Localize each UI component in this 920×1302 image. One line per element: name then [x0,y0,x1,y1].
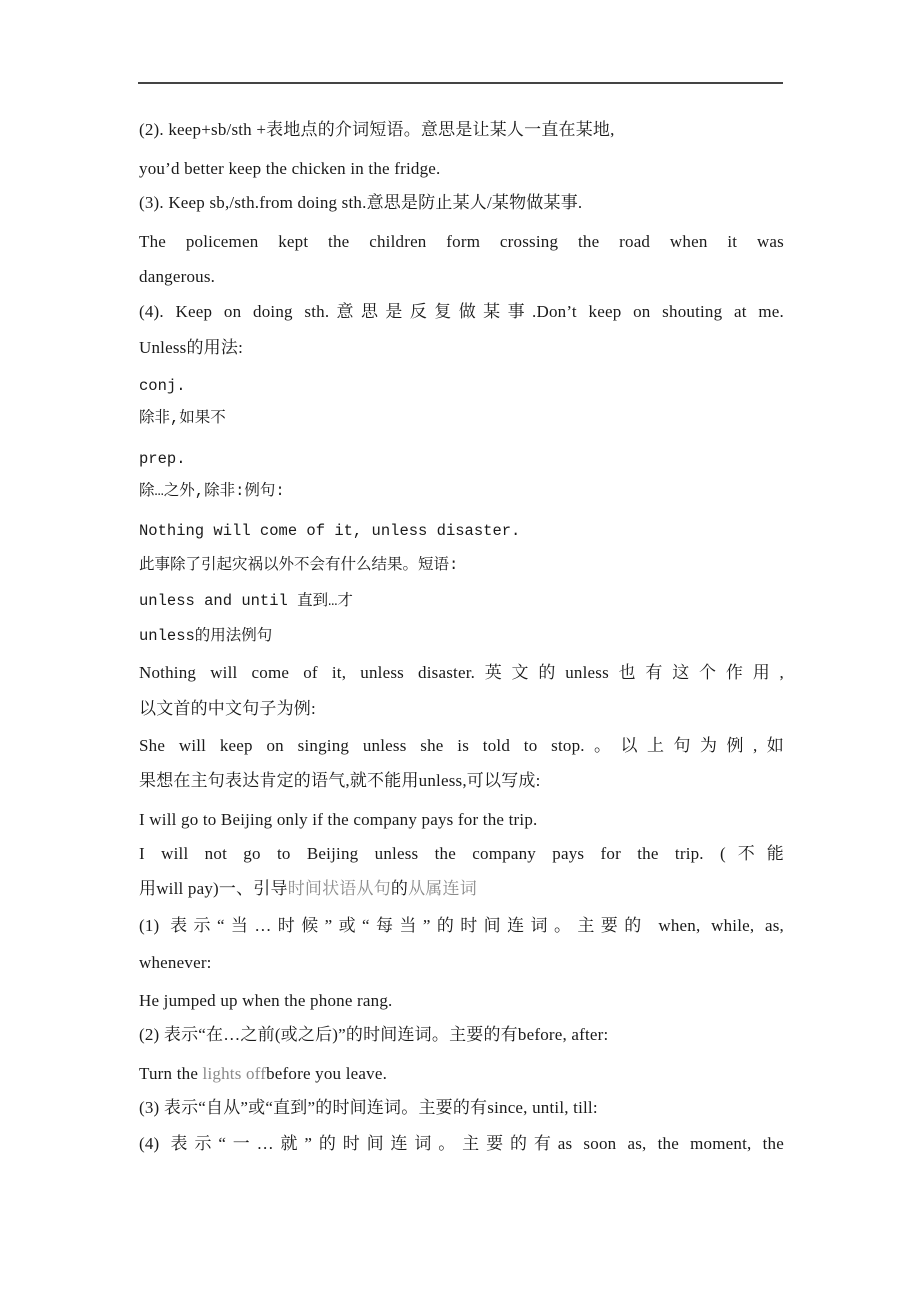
link-adverbial-clause[interactable]: 时间状语从句 [287,879,391,898]
text-segment: 用will pay)一、引导 [139,879,288,898]
text-line: whenever: [139,953,212,972]
header-rule [138,82,783,84]
text-segment: 的 [390,879,409,898]
text-line: 以文首的中文句子为例: [139,699,316,718]
text-line: (1) 表示“当…时候”或“每当”的时间连词。主要的 when, while, as, [139,916,784,935]
text-line: Unless的用法: [139,338,243,357]
text-segment: before you leave. [266,1064,388,1083]
link-lights-off[interactable]: lights off [202,1064,267,1083]
text-line: 此事除了引起灾祸以外不会有什么结果。短语: [139,556,459,574]
text-line: dangerous. [139,267,216,286]
text-segment: Turn the [139,1064,203,1083]
text-line [139,879,477,899]
text-line: The policemen kept the children form crossing the road when it was [139,232,784,251]
text-line: He jumped up when the phone rang. [139,991,393,1010]
text-line: (2). keep+sb/sth +表地点的介词短语。意思是让某人一直在某地, [139,120,615,139]
text-line: (2) 表示“在…之前(或之后)”的时间连词。主要的有before, after: [139,1025,609,1044]
text-line: Nothing will come of it, unless disaster.英文的unless也有这个作用, [139,663,784,682]
text-line: unless and until 直到…才 [139,592,353,610]
text-line: conj. [139,377,186,395]
text-line: She will keep on singing unless she is told to stop.。以上句为例,如 [139,736,784,755]
text-line: Nothing will come of it, unless disaster. [139,522,521,540]
link-subordinating-conjunction[interactable]: 从属连词 [408,879,477,898]
text-line [139,1064,387,1084]
text-line: unless的用法例句 [139,627,273,645]
text-line: I will not go to Beijing unless the company pays for the trip. (不能 [139,844,784,863]
text-line: (3) 表示“自从”或“直到”的时间连词。主要的有since, until, till: [139,1098,598,1117]
text-line: you’d better keep the chicken in the fridge. [139,159,441,178]
text-line: (3). Keep sb,/sth.from doing sth.意思是防止某人/某物做某事. [139,193,583,212]
text-line: 除非,如果不 [139,409,226,427]
text-line: (4). Keep on doing sth.意思是反复做某事.Don’t keep on shouting at me. [139,302,784,321]
text-line: (4) 表示“一…就”的时间连词。主要的有as soon as, the moment, the [139,1134,784,1153]
text-line: prep. [139,450,186,468]
text-line: 除…之外,除非:例句: [139,482,285,500]
text-line: I will go to Beijing only if the company pays for the trip. [139,810,538,829]
text-line: 果想在主句表达肯定的语气,就不能用unless,可以写成: [139,771,541,790]
